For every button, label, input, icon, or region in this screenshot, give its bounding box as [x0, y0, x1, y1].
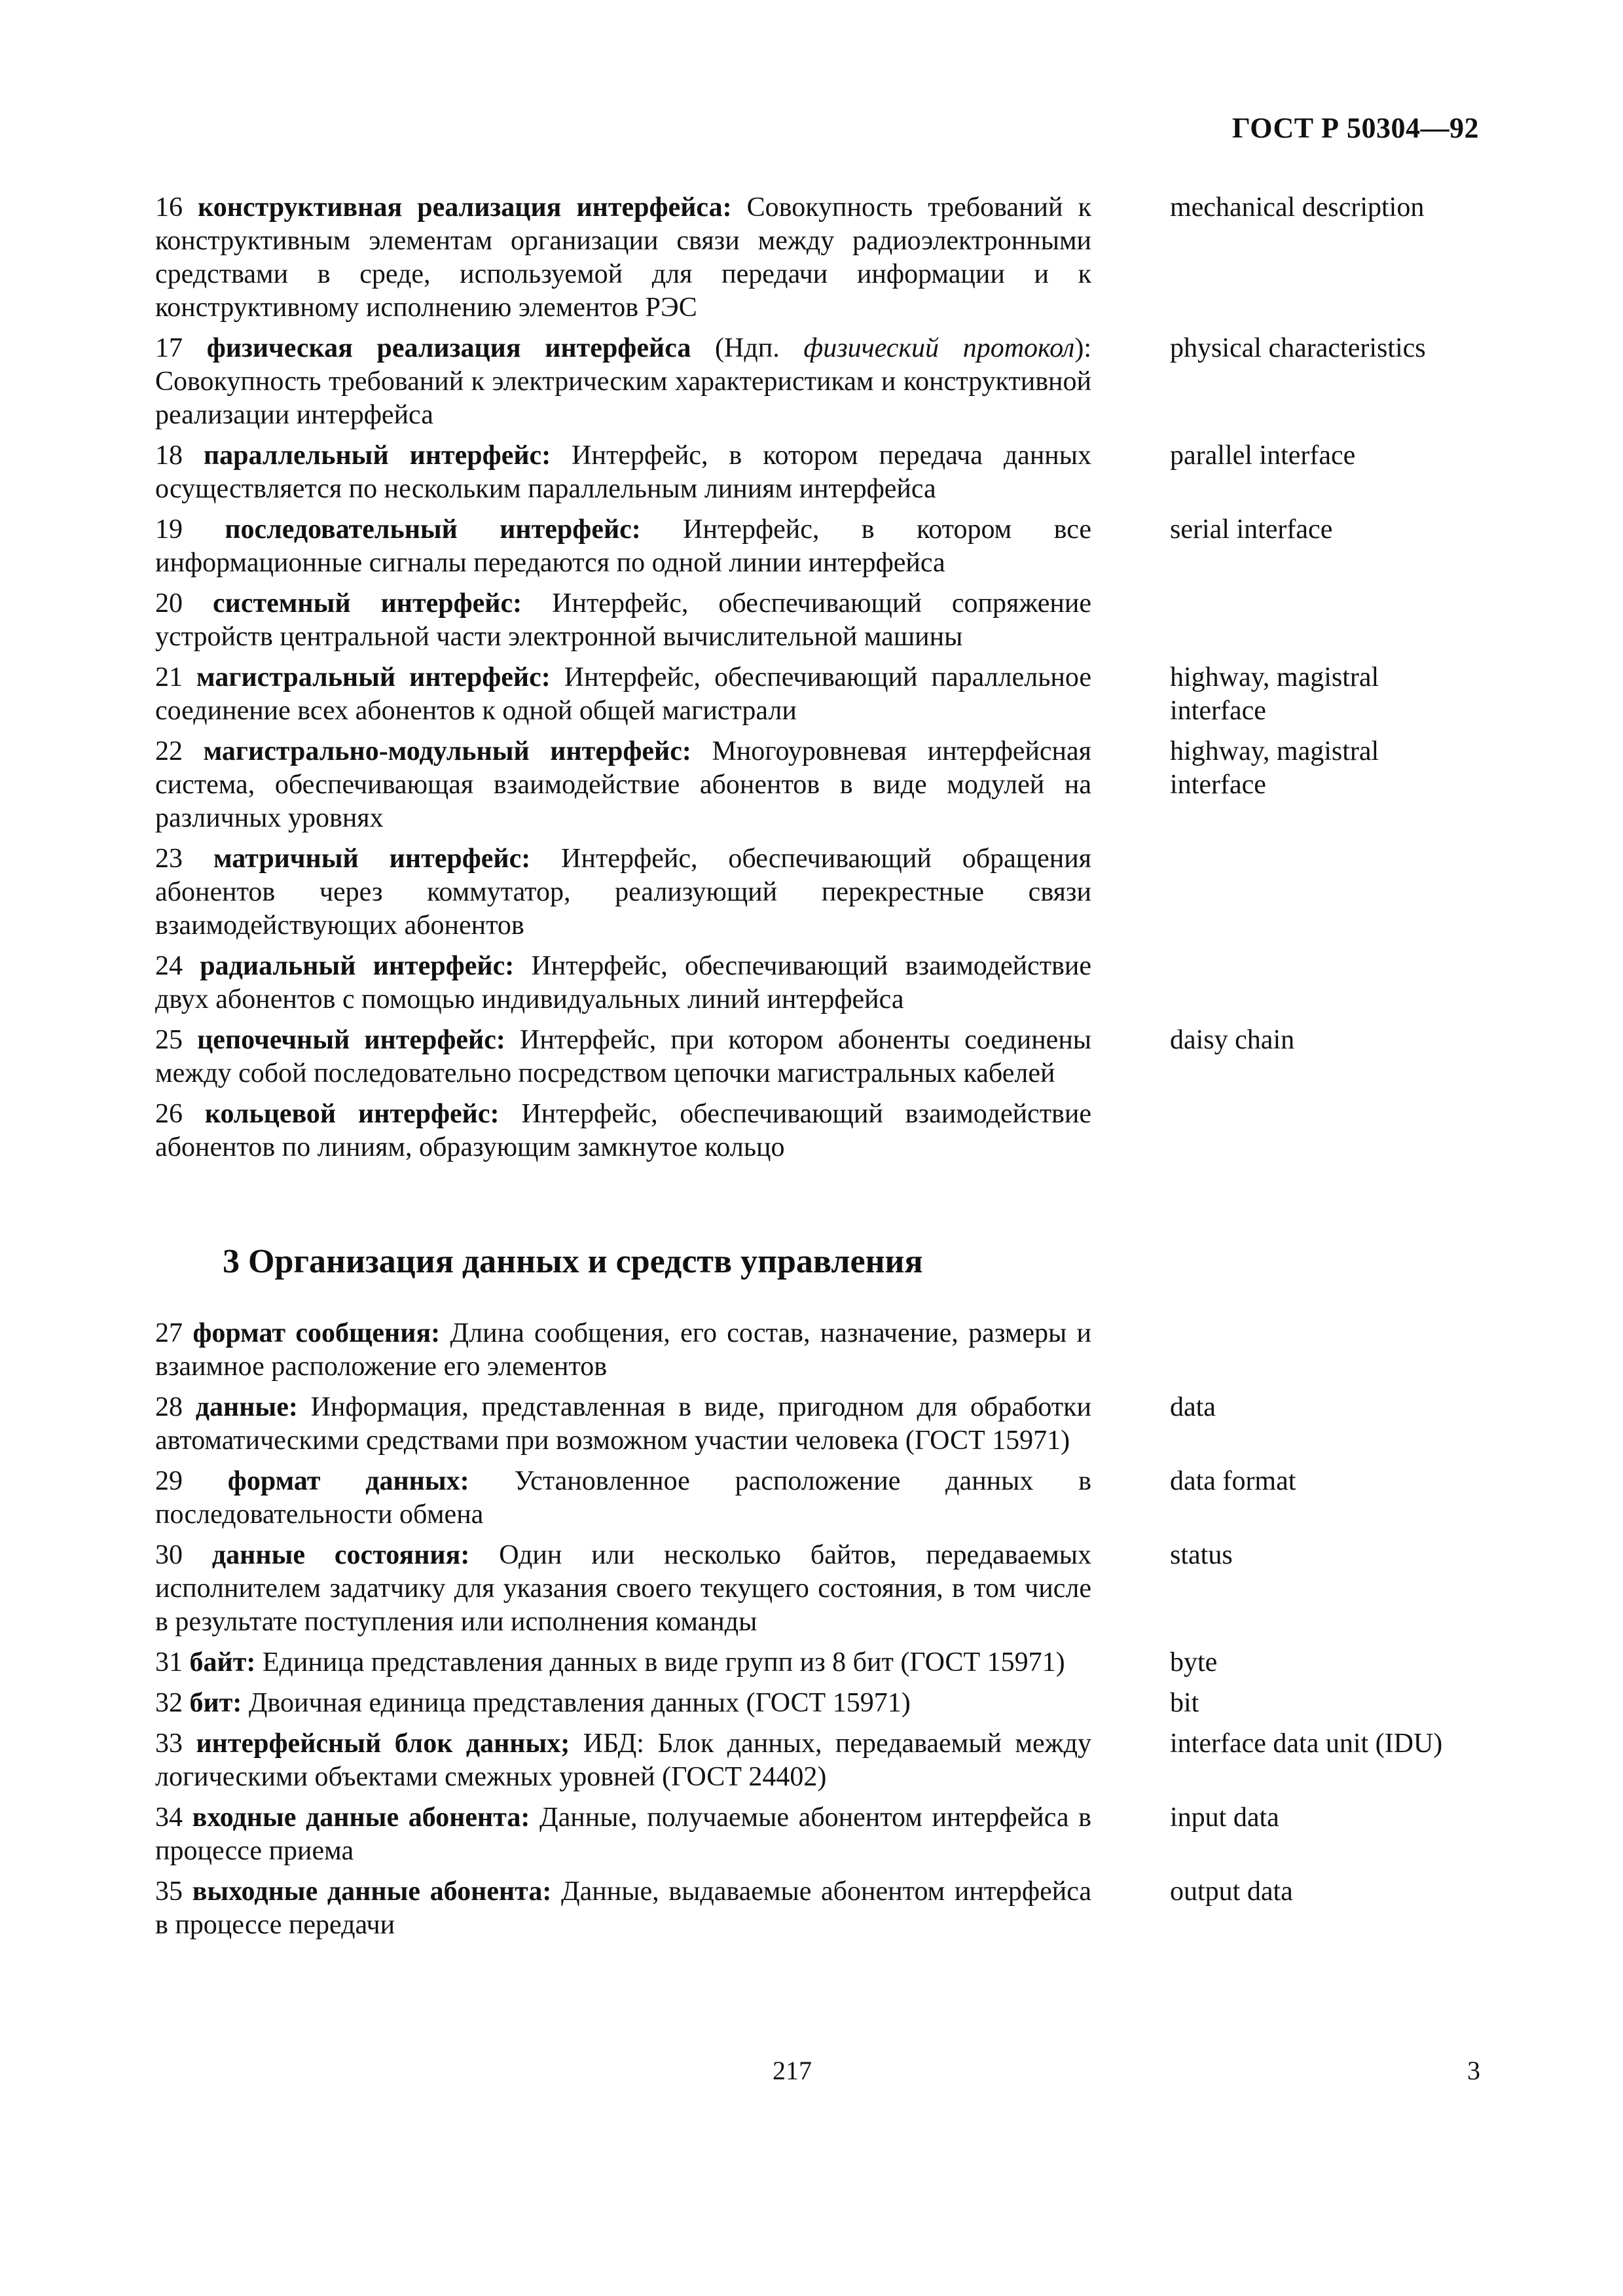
- english-equivalent: output data: [1170, 1876, 1293, 1907]
- term-number: 23: [155, 844, 183, 874]
- term-number: 19: [155, 514, 183, 545]
- english-equivalent: highway, magistral interface: [1170, 662, 1379, 726]
- term-entry: [155, 1646, 1479, 1679]
- term-list-section-3: [155, 1317, 1479, 1949]
- term-number: 34: [155, 1803, 183, 1833]
- term-entry: [155, 332, 1479, 432]
- definition-text: Интерфейс, обеспечивающий обращения абонентов через коммутатор, реализующий перекрестные связи взаимодействующих абонентов: [155, 844, 1092, 941]
- definition-text: Данные, выдаваемые абонентом интерфейса в процессе передачи: [155, 1876, 1091, 1940]
- term-definition: [155, 1801, 1091, 1868]
- term-definition: [155, 1317, 1091, 1384]
- term-definition: [155, 1875, 1091, 1942]
- term-entry: [155, 950, 1479, 1016]
- term-number: 17: [155, 333, 183, 363]
- definition-text: Единица представления данных в виде групп из 8 бит (ГОСТ 15971): [255, 1647, 1065, 1677]
- term-name: конструктивная реализация интерфейса:: [198, 192, 732, 223]
- term-number: 29: [155, 1466, 183, 1496]
- term-definition: [155, 950, 1091, 1016]
- term-entry: [155, 191, 1479, 325]
- term-entry: [155, 587, 1479, 654]
- term-definition: [155, 735, 1091, 835]
- term-name: последовательный интерфейс:: [225, 514, 641, 545]
- definition-text: Интерфейс, обеспечивающий параллельное соединение всех абонентов к одной общей магистрали: [155, 662, 1091, 726]
- term-name: входные данные абонента:: [192, 1803, 530, 1833]
- english-equivalent: bit: [1170, 1688, 1199, 1718]
- term-number: 25: [155, 1025, 183, 1055]
- document-id: ГОСТ Р 50304—92: [1231, 112, 1479, 144]
- term-definition: [155, 1646, 1091, 1679]
- term-number: 33: [155, 1729, 183, 1759]
- term-definition: [155, 1687, 1091, 1720]
- definition-text: Интерфейс, обеспечивающий взаимодействие двух абонентов с помощью индивидуальных линий интерфейса: [155, 951, 1092, 1014]
- term-entry: [155, 1317, 1479, 1384]
- term-number: 31: [155, 1647, 183, 1677]
- definition-text: Данные, получаемые абонентом интерфейса в процессе приема: [155, 1803, 1091, 1866]
- term-entry: [155, 735, 1479, 835]
- page-number: 217: [773, 2056, 812, 2085]
- english-equivalent: [1170, 842, 1478, 942]
- term-definition: [155, 1391, 1091, 1458]
- term-number: 30: [155, 1540, 183, 1570]
- term-entry: [155, 1465, 1479, 1532]
- term-definition: [155, 1539, 1091, 1639]
- term-name: байт:: [189, 1647, 256, 1677]
- definition-text: ИБД: Блок данных, передаваемый между логическими объектами смежных уровней (ГОСТ 24402): [155, 1729, 1092, 1792]
- term-name: цепочечный интерфейс:: [197, 1025, 505, 1055]
- term-entry: [155, 1391, 1479, 1458]
- term-list-section-2: [155, 191, 1479, 1172]
- deprecated-prefix: (Ндп.: [691, 333, 804, 363]
- term-number: 16: [155, 192, 183, 223]
- term-number: 28: [155, 1392, 183, 1422]
- definition-text: Установленное расположение данных в последовательности обмена: [155, 1466, 1091, 1530]
- term-number: 21: [155, 662, 183, 692]
- term-definition: [155, 1024, 1091, 1090]
- term-entry: [155, 1024, 1479, 1090]
- term-name: данные состояния:: [211, 1540, 470, 1570]
- term-name: радиальный интерфейс:: [200, 951, 515, 981]
- term-number: 35: [155, 1876, 183, 1907]
- definition-text: Интерфейс, обеспечивающий сопряжение устройств центральной части электронной вычислительной машины: [155, 588, 1091, 652]
- term-entry: [155, 439, 1479, 506]
- term-number: 24: [155, 951, 183, 981]
- term-entry: [155, 661, 1479, 728]
- term-entry: [155, 1727, 1479, 1794]
- term-name: системный интерфейс:: [213, 588, 522, 619]
- english-equivalent: parallel interface: [1170, 440, 1356, 471]
- term-number: 26: [155, 1099, 183, 1129]
- section-heading: 3 Организация данных и средств управления: [223, 1243, 923, 1280]
- definition-text: Длина сообщения, его состав, назначение, размеры и взаимное расположение его элементов: [155, 1318, 1091, 1382]
- english-equivalent: status: [1170, 1540, 1233, 1570]
- english-equivalent: data: [1170, 1392, 1216, 1422]
- english-equivalent: [1170, 950, 1478, 1016]
- english-equivalent: highway, magistral interface: [1170, 736, 1379, 800]
- term-name: матричный интерфейс:: [213, 844, 531, 874]
- term-name: кольцевой интерфейс:: [204, 1099, 500, 1129]
- term-entry: [155, 1801, 1479, 1868]
- definition-text: Совокупность требований к конструктивным элементам организации связи между радиоэлектронными средствами в среде, используемой для передачи информации и к конструктивному исполнению элементов РЭС: [155, 192, 1091, 323]
- term-number: 22: [155, 736, 183, 766]
- term-name: магистрально-модульный интерфейс:: [203, 736, 691, 766]
- term-number: 20: [155, 588, 183, 619]
- term-definition: [155, 1465, 1091, 1532]
- term-name: формат сообщения:: [192, 1318, 441, 1348]
- term-entry: [155, 513, 1479, 580]
- term-definition: [155, 191, 1091, 325]
- term-definition: [155, 587, 1091, 654]
- term-definition: [155, 1098, 1091, 1164]
- term-name: параллельный интерфейс:: [203, 440, 551, 471]
- term-definition: [155, 332, 1091, 432]
- definition-text: Двоичная единица представления данных (ГОСТ 15971): [242, 1688, 911, 1718]
- english-equivalent: [1170, 587, 1478, 654]
- english-equivalent: data format: [1170, 1466, 1296, 1496]
- definition-text: Информация, представленная в виде, пригодном для обработки автоматическими средствами при возможном участии человека (ГОСТ 15971): [155, 1392, 1092, 1456]
- term-name: формат данных:: [227, 1466, 469, 1496]
- english-equivalent: input data: [1170, 1803, 1279, 1833]
- term-entry: [155, 842, 1479, 942]
- deprecated-term: физический протокол: [803, 333, 1075, 363]
- english-equivalent: byte: [1170, 1647, 1218, 1677]
- term-entry: [155, 1687, 1479, 1720]
- term-definition: [155, 661, 1091, 728]
- definition-text: Многоуровневая интерфейсная система, обеспечивающая взаимодействие абонентов в виде модулей на различных уровнях: [155, 736, 1091, 833]
- term-definition: [155, 513, 1091, 580]
- definition-text: ): Совокупность требований к электрическим характеристикам и конструктивной реализации интерфейса: [155, 333, 1092, 430]
- definition-text: Интерфейс, при котором абоненты соединены между собой последовательно посредством цепочки магистральных кабелей: [155, 1025, 1092, 1088]
- term-number: 27: [155, 1318, 183, 1348]
- english-equivalent: physical characteristics: [1170, 333, 1426, 363]
- term-entry: [155, 1098, 1479, 1164]
- term-name: магистральный интерфейс:: [196, 662, 551, 692]
- term-name: интерфейсный блок данных;: [196, 1729, 570, 1759]
- term-entry: [155, 1875, 1479, 1942]
- definition-text: Один или несколько байтов, передаваемых исполнителем задатчику для указания своего текущего состояния, в том числе в результате поступления или исполнения команды: [155, 1540, 1092, 1637]
- english-equivalent: [1170, 1098, 1478, 1164]
- sheet-number: 3: [1467, 2056, 1480, 2085]
- term-name: выходные данные абонента:: [192, 1876, 552, 1907]
- term-name: физическая реализация интерфейса: [206, 333, 691, 363]
- term-number: 32: [155, 1688, 183, 1718]
- term-entry: [155, 1539, 1479, 1639]
- english-equivalent: [1170, 1317, 1478, 1384]
- english-equivalent: mechanical description: [1170, 192, 1425, 223]
- english-equivalent: interface data unit (IDU): [1170, 1729, 1443, 1759]
- definition-text: Интерфейс, в котором все информационные сигналы передаются по одной линии интерфейса: [155, 514, 1091, 578]
- term-name: данные:: [195, 1392, 298, 1422]
- term-number: 18: [155, 440, 183, 471]
- term-definition: [155, 1727, 1091, 1794]
- english-equivalent: daisy chain: [1170, 1025, 1295, 1055]
- term-name: бит:: [189, 1688, 242, 1718]
- term-definition: [155, 842, 1091, 942]
- term-definition: [155, 439, 1091, 506]
- definition-text: Интерфейс, обеспечивающий взаимодействие абонентов по линиям, образующим замкнутое кольцо: [155, 1099, 1092, 1162]
- definition-text: Интерфейс, в котором передача данных осуществляется по нескольким параллельным линиям интерфейса: [155, 440, 1091, 504]
- english-equivalent: serial interface: [1170, 514, 1333, 545]
